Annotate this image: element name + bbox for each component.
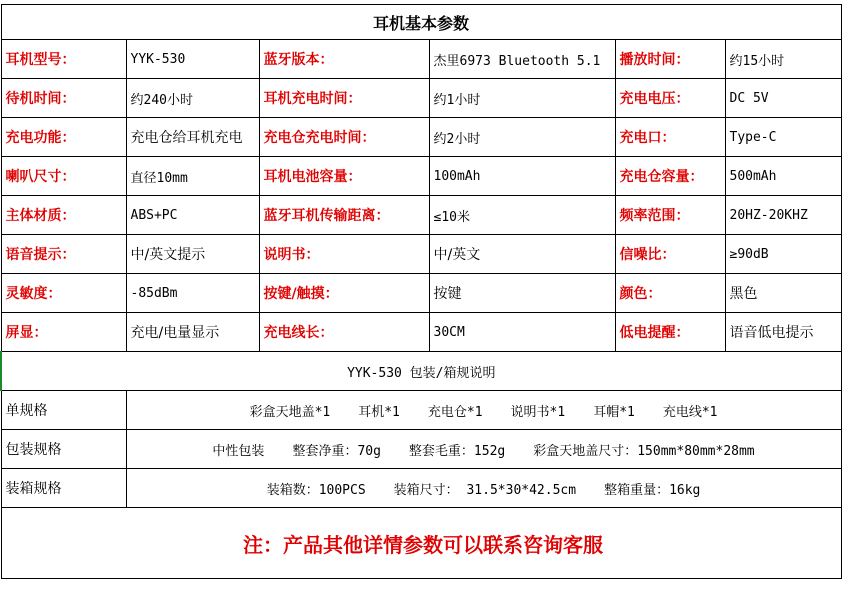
spec-label: 语音提示： [1,235,126,274]
spec-label: 信噪比： [615,235,725,274]
spec-row [1,118,841,157]
spec-value: 充电仓给耳机充电 [126,118,259,157]
spec-row [1,196,841,235]
spec-label: 充电口： [615,118,725,157]
spec-value: DC 5V [725,79,841,118]
spec-value: 中/英文提示 [126,235,259,274]
spec-label: 蓝牙耳机传输距离： [259,196,429,235]
packing-row-single [1,391,841,430]
spec-label: 灵敏度： [1,274,126,313]
note-row [1,508,841,579]
spec-row [1,157,841,196]
packing-item: 充电仓*1 [427,404,483,420]
spec-label: 屏显： [1,313,126,352]
packing-item: 装箱尺寸： 31.5*30*42.5cm [393,482,577,498]
spec-row [1,40,841,79]
spec-value: 黑色 [725,274,841,313]
packing-item: 整套毛重：152g [408,443,506,459]
spec-label: 充电线长： [259,313,429,352]
spec-value: 充电/电量显示 [126,313,259,352]
packing-items [126,430,841,469]
spec-label: 耳机电池容量： [259,157,429,196]
packing-item: 装箱数：100PCS [266,482,366,498]
spec-label: 按键/触摸： [259,274,429,313]
spec-label: 播放时间： [615,40,725,79]
spec-value: 100mAh [429,157,615,196]
spec-value: ABS+PC [126,196,259,235]
packing-label: 装箱规格 [1,469,126,508]
spec-label: 说明书： [259,235,429,274]
packing-label: 单规格 [1,391,126,430]
spec-value: 直径10mm [126,157,259,196]
spec-value: -85dBm [126,274,259,313]
spec-label: 待机时间： [1,79,126,118]
spec-value: 20HZ-20KHZ [725,196,841,235]
packing-items [126,469,841,508]
spec-label: 充电功能： [1,118,126,157]
spec-label: 喇叭尺寸： [1,157,126,196]
spec-label: 蓝牙版本： [259,40,429,79]
spec-value: Type-C [725,118,841,157]
spec-row [1,313,841,352]
spec-label: 耳机充电时间： [259,79,429,118]
spec-value: 中/英文 [429,235,615,274]
spec-value: 约240小时 [126,79,259,118]
packing-header: YYK-530 包装/箱规说明 [1,352,841,391]
sheet-title: 耳机基本参数 [1,5,841,40]
spec-label: 主体材质： [1,196,126,235]
spec-label: 耳机型号： [1,40,126,79]
contact-note: 注：产品其他详情参数可以联系咨询客服 [1,508,841,579]
spec-value: 约15小时 [725,40,841,79]
packing-item: 彩盒天地盖*1 [249,404,331,420]
packing-label: 包装规格 [1,430,126,469]
spec-label: 低电提醒： [615,313,725,352]
spec-row [1,79,841,118]
spec-label: 充电仓充电时间： [259,118,429,157]
spec-value: 杰里6973 Bluetooth 5.1 [429,40,615,79]
spec-value: 约2小时 [429,118,615,157]
spec-value: ≥90dB [725,235,841,274]
packing-row-carton [1,469,841,508]
spec-value: ≤10米 [429,196,615,235]
spec-value: 30CM [429,313,615,352]
packing-row-package [1,430,841,469]
packing-item: 整箱重量：16kg [604,482,701,498]
packing-items [126,391,841,430]
spec-label: 充电电压： [615,79,725,118]
spec-row [1,235,841,274]
packing-item: 整套净重：70g [292,443,381,459]
spec-value: 约1小时 [429,79,615,118]
spec-label: 颜色： [615,274,725,313]
packing-item: 中性包装 [212,443,265,459]
spec-table [0,4,842,579]
spec-row [1,274,841,313]
packing-item: 充电线*1 [662,404,718,420]
spec-label: 频率范围： [615,196,725,235]
spec-value: 按键 [429,274,615,313]
title-row [1,5,841,40]
packing-item: 彩盒天地盖尺寸：150mm*80mm*28mm [533,443,755,459]
packing-item: 耳帽*1 [593,404,635,420]
packing-item: 说明书*1 [510,404,566,420]
spec-value: YYK-530 [126,40,259,79]
spec-value: 语音低电提示 [725,313,841,352]
packing-item: 耳机*1 [358,404,400,420]
spec-value: 500mAh [725,157,841,196]
packing-header-row [1,352,841,391]
spec-label: 充电仓容量： [615,157,725,196]
